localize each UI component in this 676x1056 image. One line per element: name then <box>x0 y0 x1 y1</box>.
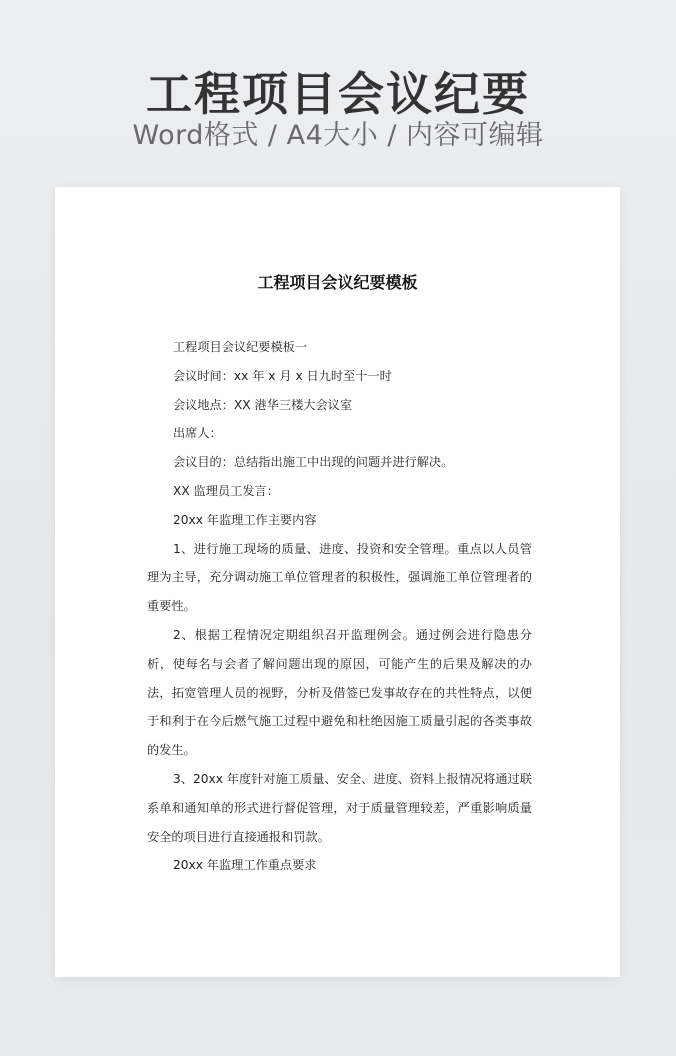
page-banner-subtitle: Word格式 / A4大小 / 内容可编辑 <box>132 120 544 151</box>
document-title: 工程项目会议纪要模板 <box>257 273 418 292</box>
paragraph-speaker: XX 监理员工发言： <box>173 483 279 498</box>
paragraph-main-content-heading: 20xx 年监理工作主要内容 <box>173 512 317 527</box>
paragraph-meeting-time: 会议时间：xx 年 x 月 x 日九时至十一时 <box>173 368 392 383</box>
page-banner-title: 工程项目会议纪要 <box>146 67 530 121</box>
paragraph-item-2: 2、根据工程情况定期组织召开监理例会。通过例会进行隐患分析，使每名与会者了解问题出现的原因，可能产生的后果及解决的办法，拓宽管理人员的视野，分析及借签已发事故存在的共性特点，以便于和利于在今后燃气施工过程中避免和杜绝因施工质量引起的各类事故的发生。 <box>147 627 532 758</box>
paragraph-meeting-purpose: 会议目的：总结指出施工中出现的问题并进行解决。 <box>173 455 454 470</box>
document-page <box>55 187 620 977</box>
paragraph-item-3: 3、20xx 年度针对施工质量、安全、进度、资料上报情况将通过联系单和通知单的形式进行督促管理，对于质量管理较差，严重影响质量安全的项目进行直接通报和罚款。 <box>147 771 532 844</box>
paragraph-template-name: 工程项目会议纪要模板一 <box>173 340 308 354</box>
paragraph-meeting-location: 会议地点：XX 港华三楼大会议室 <box>173 397 353 412</box>
paragraph-item-1: 1、进行施工现场的质量、进度、投资和安全管理。重点以人员管理为主导，充分调动施工单位管理者的积极性，强调施工单位管理者的重要性。 <box>147 541 532 614</box>
document-body <box>147 333 532 880</box>
paragraph-attendees: 出席人： <box>173 426 222 441</box>
paragraph-key-requirements-heading: 20xx 年监理工作重点要求 <box>173 858 317 873</box>
